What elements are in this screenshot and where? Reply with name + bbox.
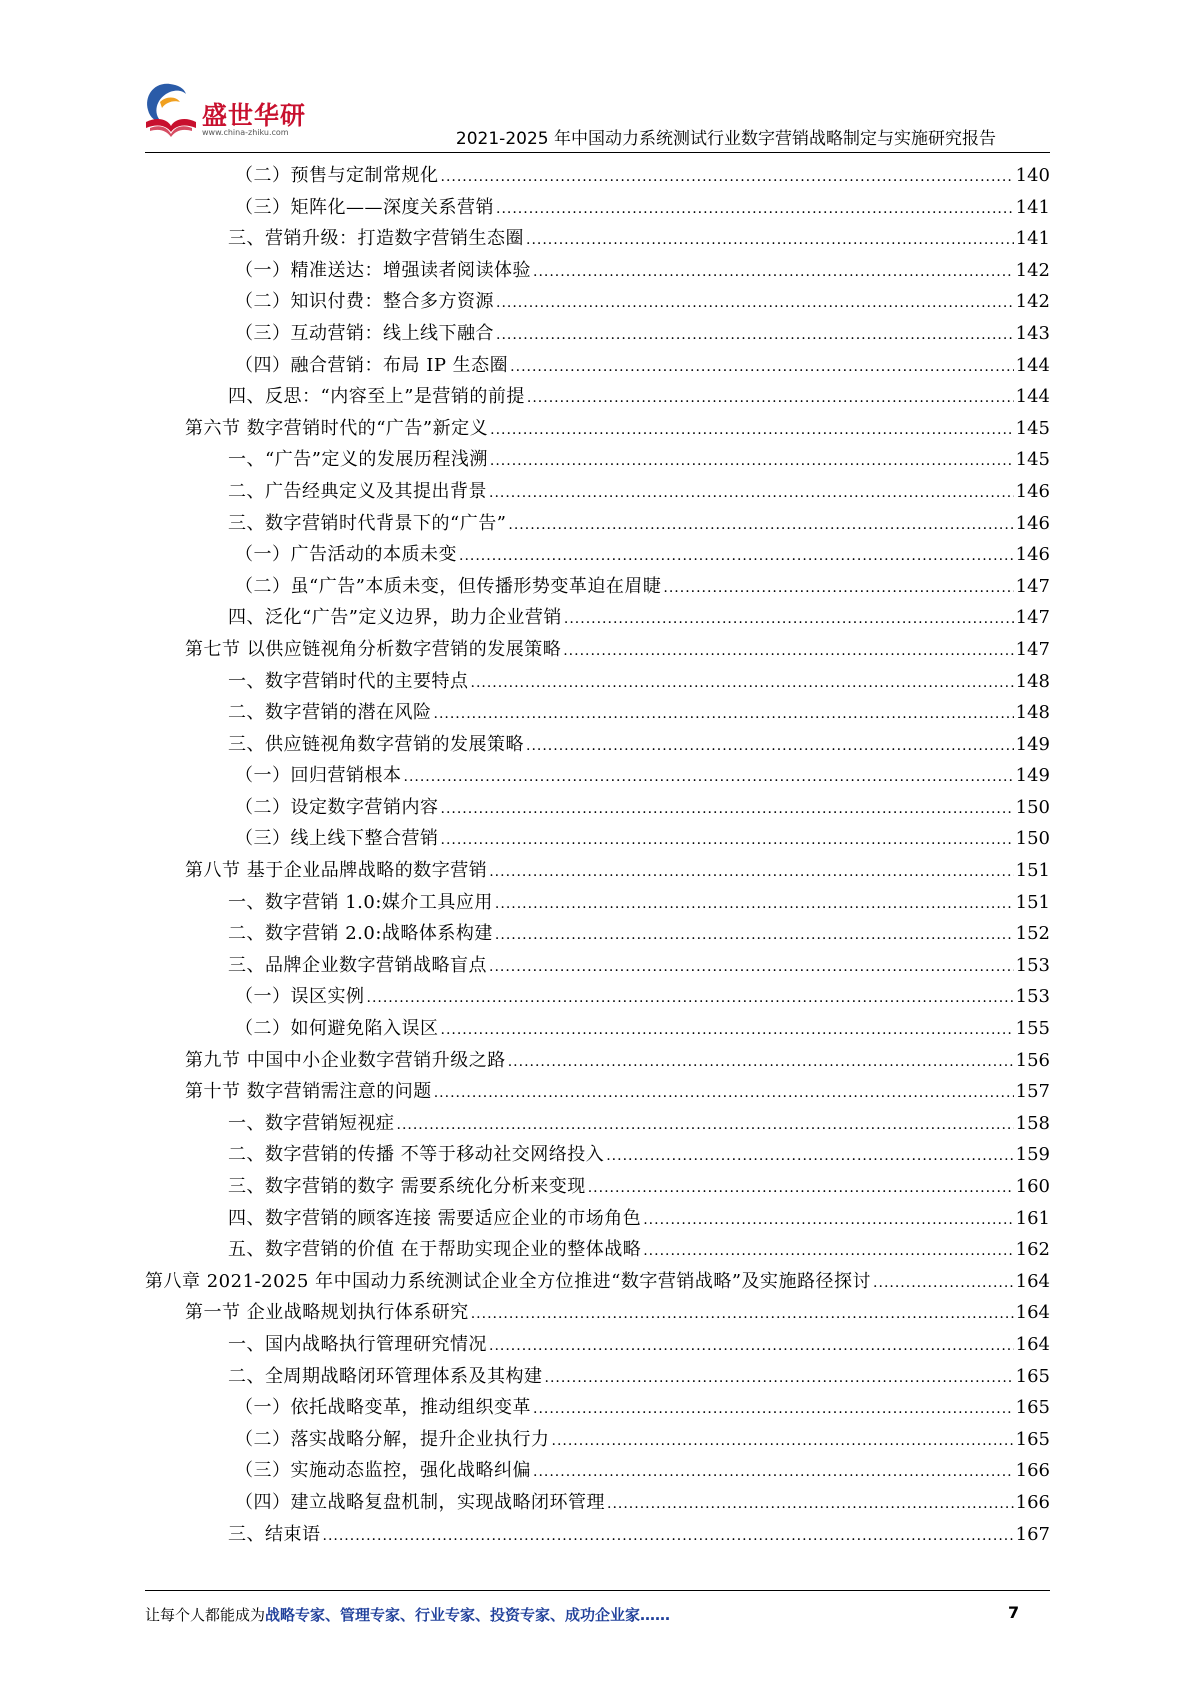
toc-entry-title: 一、“广告”定义的发展历程浅溯	[228, 449, 488, 471]
toc-entry-page: 147	[1015, 638, 1050, 660]
toc-entry-page: 164	[1015, 1333, 1050, 1355]
toc-entry-title: 第六节 数字营销时代的“广告”新定义	[185, 417, 489, 439]
toc-entry-page: 149	[1015, 733, 1050, 755]
toc-entry[interactable]	[145, 792, 1050, 824]
toc-entry[interactable]	[145, 602, 1050, 634]
document-title: 2021-2025 年中国动力系统测试行业数字营销战略制定与实施研究报告	[455, 129, 996, 149]
toc-dot-leader	[489, 1331, 1014, 1363]
toc-entry-title: 四、反思：“内容至上”是营销的前提	[228, 386, 525, 408]
toc-dot-leader	[496, 194, 1014, 226]
toc-entry[interactable]	[145, 539, 1050, 571]
toc-entry-title: 一、数字营销 1.0:媒介工具应用	[228, 891, 493, 913]
toc-entry-title: 三、数字营销时代背景下的“广告”	[228, 512, 507, 534]
toc-entry-title: （二）预售与定制常规化	[235, 165, 439, 186]
toc-dot-leader	[510, 352, 1013, 384]
toc-entry-title: 第一节 企业战略规划执行体系研究	[185, 1302, 469, 1324]
toc-entry[interactable]	[145, 1329, 1050, 1361]
footer-slogan-prefix: 让每个人都能成为	[145, 1606, 266, 1624]
toc-dot-leader	[495, 920, 1014, 952]
toc-dot-leader	[323, 1521, 1014, 1553]
page-header	[0, 0, 1191, 160]
toc-dot-leader	[397, 1110, 1014, 1142]
toc-dot-leader	[490, 446, 1014, 478]
toc-entry-page: 145	[1015, 417, 1050, 439]
toc-entry[interactable]	[145, 1171, 1050, 1203]
toc-dot-leader	[434, 699, 1014, 731]
toc-entry-title: （二）设定数字营销内容	[235, 796, 439, 818]
toc-entry-page: 140	[1015, 165, 1050, 186]
table-of-contents	[145, 160, 1050, 1550]
toc-entry-page: 151	[1015, 860, 1050, 882]
toc-entry-title: （三）线上线下整合营销	[235, 828, 439, 850]
toc-entry-page: 146	[1015, 512, 1050, 534]
toc-entry-page: 144	[1015, 354, 1050, 376]
toc-dot-leader	[643, 1205, 1013, 1237]
toc-dot-leader	[533, 1394, 1014, 1426]
toc-entry-page: 150	[1015, 828, 1050, 850]
toc-entry[interactable]	[145, 634, 1050, 666]
toc-dot-leader	[526, 225, 1014, 257]
toc-entry-page: 149	[1015, 765, 1050, 787]
logo-url: www.china-zhiku.com	[202, 128, 289, 137]
toc-dot-leader	[471, 1299, 1014, 1331]
toc-dot-leader	[496, 320, 1014, 352]
toc-dot-leader	[441, 794, 1014, 826]
toc-entry-title: （四）建立战略复盘机制，实现战略闭环管理	[235, 1491, 605, 1513]
footer-divider	[145, 1590, 1050, 1591]
toc-entry[interactable]	[145, 571, 1050, 603]
toc-entry-page: 146	[1015, 544, 1050, 566]
toc-entry[interactable]	[145, 1108, 1050, 1140]
toc-entry[interactable]	[145, 1266, 1050, 1298]
toc-dot-leader	[471, 668, 1014, 700]
toc-entry-page: 144	[1015, 386, 1050, 408]
toc-entry-page: 148	[1015, 702, 1050, 724]
toc-dot-leader	[545, 1363, 1014, 1395]
toc-entry-title: 一、数字营销短视症	[228, 1112, 395, 1134]
toc-entry[interactable]	[145, 1234, 1050, 1266]
toc-entry-page: 150	[1015, 796, 1050, 818]
toc-dot-leader	[533, 257, 1014, 289]
toc-entry[interactable]	[145, 1519, 1050, 1551]
toc-entry-title: 三、供应链视角数字营销的发展策略	[228, 733, 524, 755]
toc-dot-leader	[508, 1047, 1014, 1079]
toc-entry[interactable]	[145, 981, 1050, 1013]
toc-entry-title: （二）如何避免陷入误区	[235, 1018, 439, 1040]
toc-entry[interactable]	[145, 918, 1050, 950]
toc-entry-title: 二、数字营销的传播 不等于移动社交网络投入	[228, 1144, 605, 1166]
toc-entry-page: 157	[1015, 1081, 1050, 1103]
page-number: 7	[1008, 1603, 1020, 1622]
company-logo	[140, 78, 310, 148]
toc-dot-leader	[508, 510, 1013, 542]
toc-dot-leader	[607, 1489, 1014, 1521]
toc-entry-title: 第八章 2021-2025 年中国动力系统测试企业全方位推进“数字营销战略”及实施路径探讨	[145, 1270, 872, 1292]
toc-dot-leader	[489, 857, 1013, 889]
toc-entry[interactable]	[145, 255, 1050, 287]
toc-dot-leader	[489, 952, 1014, 984]
toc-entry-title: 三、品牌企业数字营销战略盲点	[228, 954, 487, 976]
toc-entry[interactable]	[145, 223, 1050, 255]
toc-dot-leader	[552, 1426, 1014, 1458]
footer-slogan-emphasis: 战略专家、管理专家、行业专家、投资专家、成功企业家……	[265, 1606, 671, 1624]
toc-entry-title: （三）矩阵化——深度关系营销	[235, 196, 494, 218]
toc-entry[interactable]	[145, 286, 1050, 318]
toc-entry-page: 147	[1015, 575, 1050, 597]
logo-name: 盛世华研	[202, 101, 307, 130]
toc-entry-page: 153	[1015, 986, 1050, 1008]
toc-entry[interactable]	[145, 855, 1050, 887]
toc-entry-page: 145	[1015, 449, 1050, 471]
toc-entry[interactable]	[145, 413, 1050, 445]
toc-entry-page: 152	[1015, 923, 1050, 945]
toc-dot-leader	[441, 1015, 1014, 1047]
toc-entry[interactable]	[145, 697, 1050, 729]
toc-entry-page: 146	[1015, 480, 1050, 502]
toc-entry-title: 二、数字营销的潜在风险	[228, 702, 432, 724]
toc-entry-page: 153	[1015, 954, 1050, 976]
toc-entry[interactable]	[145, 1203, 1050, 1235]
toc-dot-leader	[489, 478, 1014, 510]
toc-entry-title: 三、结束语	[228, 1523, 321, 1545]
toc-entry[interactable]	[145, 1045, 1050, 1077]
toc-entry-page: 141	[1015, 228, 1050, 250]
toc-entry[interactable]	[145, 1424, 1050, 1456]
toc-entry-page: 165	[1015, 1428, 1050, 1450]
toc-entry[interactable]	[145, 476, 1050, 508]
toc-entry[interactable]	[145, 1361, 1050, 1393]
toc-entry-title: 三、营销升级：打造数字营销生态圈	[228, 228, 524, 250]
toc-entry-title: 第九节 中国中小企业数字营销升级之路	[185, 1049, 506, 1071]
toc-entry-page: 141	[1015, 196, 1050, 218]
toc-dot-leader	[663, 573, 1013, 605]
toc-dot-leader	[459, 541, 1014, 573]
toc-entry-page: 147	[1015, 607, 1050, 629]
toc-entry[interactable]	[145, 350, 1050, 382]
toc-entry[interactable]	[145, 508, 1050, 540]
toc-entry-title: 二、广告经典定义及其提出背景	[228, 480, 487, 502]
toc-entry-page: 155	[1015, 1018, 1050, 1040]
toc-entry-title: 一、数字营销时代的主要特点	[228, 670, 469, 692]
toc-entry-page: 142	[1015, 259, 1050, 281]
toc-dot-leader	[588, 1173, 1014, 1205]
toc-dot-leader	[527, 383, 1014, 415]
toc-entry-title: （四）融合营销：布局 IP 生态圈	[235, 354, 509, 376]
toc-entry[interactable]	[145, 1392, 1050, 1424]
toc-dot-leader	[643, 1236, 1013, 1268]
toc-entry-title: 第十节 数字营销需注意的问题	[185, 1081, 432, 1103]
toc-entry-page: 166	[1015, 1491, 1050, 1513]
toc-entry-title: （一）依托战略变革，推动组织变革	[235, 1397, 531, 1419]
toc-entry-title: 二、数字营销 2.0:战略体系构建	[228, 923, 493, 945]
toc-entry-page: 148	[1015, 670, 1050, 692]
toc-entry-title: （二）虽“广告”本质未变，但传播形势变革迫在眉睫	[235, 575, 662, 597]
toc-entry[interactable]	[145, 950, 1050, 982]
toc-entry-page: 165	[1015, 1397, 1050, 1419]
toc-entry-page: 164	[1015, 1270, 1050, 1292]
toc-entry-title: 第七节 以供应链视角分析数字营销的发展策略	[185, 638, 562, 660]
toc-entry[interactable]	[145, 1013, 1050, 1045]
toc-dot-leader	[404, 762, 1014, 794]
toc-dot-leader	[441, 162, 1014, 194]
book-logo-icon	[140, 78, 202, 140]
toc-entry-title: （一）广告活动的本质未变	[235, 544, 457, 566]
toc-entry[interactable]	[145, 1487, 1050, 1519]
toc-dot-leader	[434, 1078, 1014, 1110]
toc-entry-title: 二、全周期战略闭环管理体系及其构建	[228, 1365, 543, 1387]
toc-entry-page: 142	[1015, 291, 1050, 313]
toc-entry-page: 167	[1015, 1523, 1050, 1545]
toc-dot-leader	[490, 415, 1014, 447]
toc-entry-page: 151	[1015, 891, 1050, 913]
toc-entry[interactable]	[145, 192, 1050, 224]
toc-entry-title: 四、数字营销的顾客连接 需要适应企业的市场角色	[228, 1207, 642, 1229]
footer-slogan	[145, 1604, 670, 1625]
toc-entry-title: （三）实施动态监控，强化战略纠偏	[235, 1460, 531, 1482]
toc-entry-title: 四、泛化“广告”定义边界，助力企业营销	[228, 607, 562, 629]
toc-entry-title: 第八节 基于企业品牌战略的数字营销	[185, 860, 488, 882]
toc-entry-page: 158	[1015, 1112, 1050, 1134]
toc-dot-leader	[873, 1268, 1014, 1300]
toc-entry-title: （一）回归营销根本	[235, 765, 402, 787]
toc-dot-leader	[564, 604, 1014, 636]
toc-entry-page: 166	[1015, 1460, 1050, 1482]
toc-entry-title: （二）落实战略分解，提升企业执行力	[235, 1428, 550, 1450]
toc-entry-title: （二）知识付费：整合多方资源	[235, 291, 494, 313]
toc-dot-leader	[526, 731, 1014, 763]
toc-entry-page: 164	[1015, 1302, 1050, 1324]
toc-entry[interactable]	[145, 823, 1050, 855]
toc-entry[interactable]	[145, 1076, 1050, 1108]
toc-entry[interactable]	[145, 160, 1050, 192]
toc-entry-page: 156	[1015, 1049, 1050, 1071]
toc-entry[interactable]	[145, 381, 1050, 413]
toc-entry-title: （三）互动营销：线上线下融合	[235, 322, 494, 344]
toc-dot-leader	[367, 983, 1014, 1015]
toc-entry-title: 一、国内战略执行管理研究情况	[228, 1333, 487, 1355]
toc-dot-leader	[563, 636, 1013, 668]
toc-entry-page: 160	[1015, 1176, 1050, 1197]
toc-entry[interactable]	[145, 1139, 1050, 1171]
toc-entry[interactable]	[145, 887, 1050, 919]
toc-dot-leader	[441, 825, 1014, 857]
header-divider	[145, 152, 1050, 153]
toc-entry-title: （一）误区实例	[235, 986, 365, 1008]
toc-dot-leader	[533, 1457, 1014, 1489]
toc-entry-page: 162	[1015, 1239, 1050, 1261]
toc-entry-page: 143	[1015, 322, 1050, 344]
toc-entry-page: 161	[1015, 1207, 1050, 1229]
toc-entry[interactable]	[145, 318, 1050, 350]
toc-entry-title: （一）精准送达：增强读者阅读体验	[235, 259, 531, 281]
toc-entry-page: 159	[1015, 1144, 1050, 1166]
toc-entry-title: 三、数字营销的数字 需要系统化分析来变现	[228, 1176, 586, 1197]
toc-entry[interactable]	[145, 444, 1050, 476]
toc-entry-page: 165	[1015, 1365, 1050, 1387]
toc-entry[interactable]	[145, 760, 1050, 792]
toc-dot-leader	[606, 1141, 1013, 1173]
toc-dot-leader	[495, 889, 1014, 921]
toc-entry-title: 五、数字营销的价值 在于帮助实现企业的整体战略	[228, 1239, 642, 1261]
toc-entry[interactable]	[145, 666, 1050, 698]
toc-entry[interactable]	[145, 729, 1050, 761]
toc-entry[interactable]	[145, 1455, 1050, 1487]
toc-entry[interactable]	[145, 1297, 1050, 1329]
toc-dot-leader	[496, 288, 1014, 320]
